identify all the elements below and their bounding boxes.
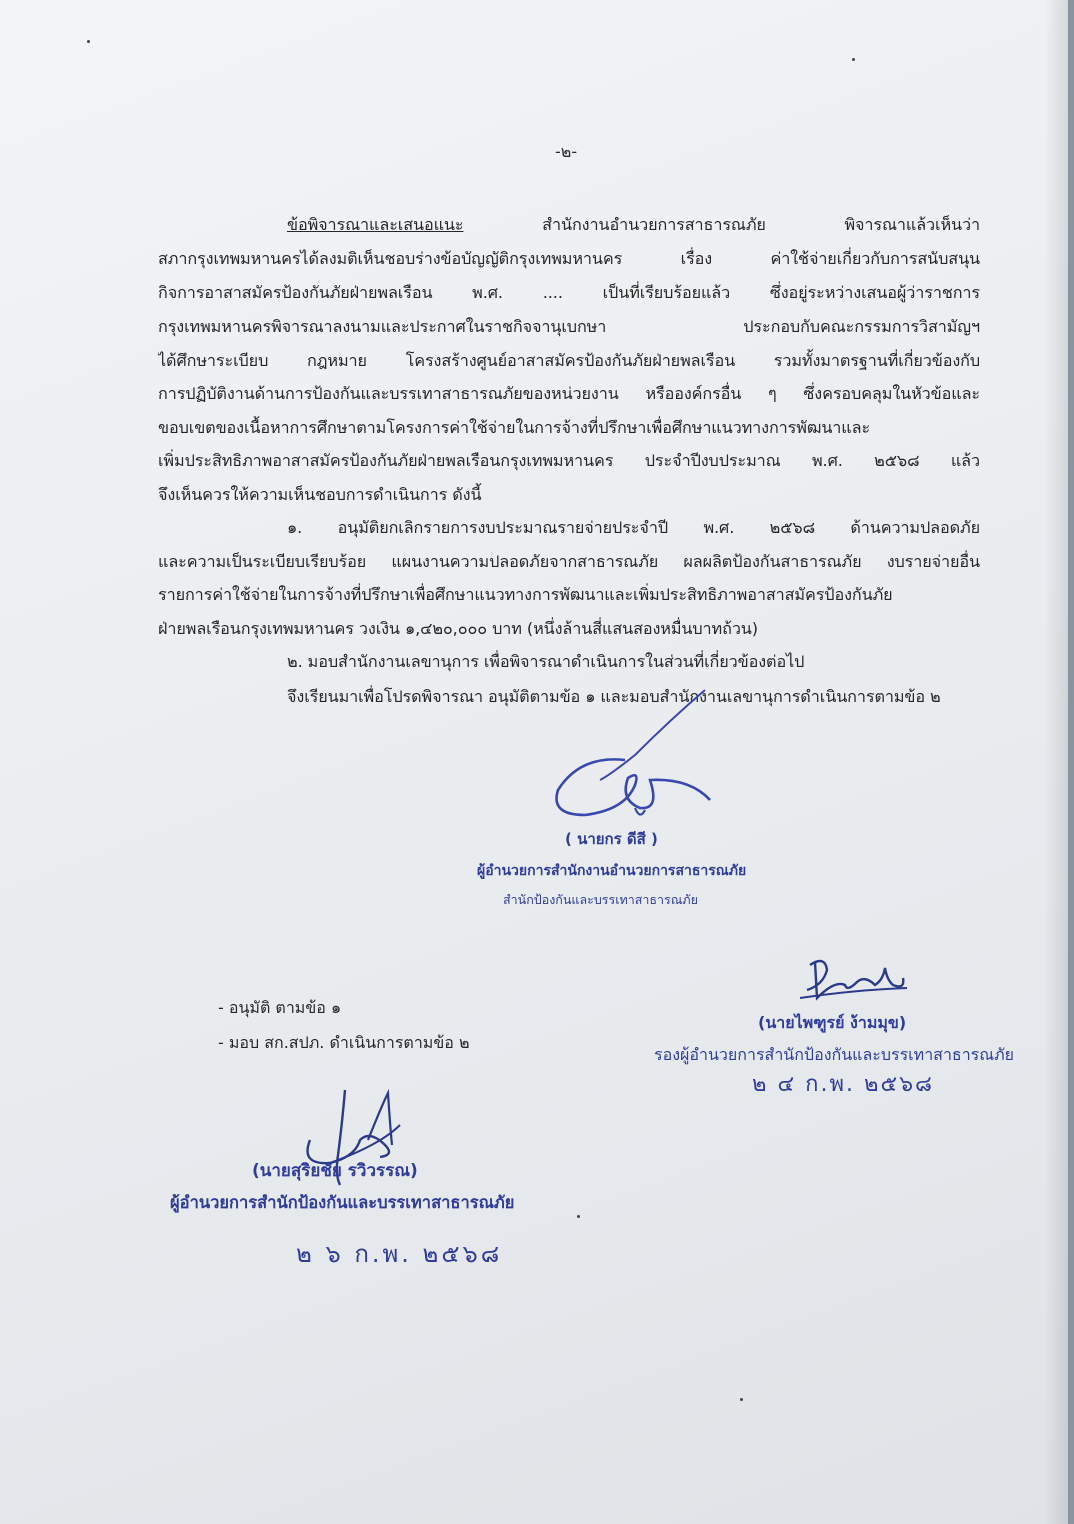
- item-1-line-2: และความเป็นระเบียบเรียบร้อย แผนงานความปลอดภัยจากสาธารณภัย ผลผลิตป้องกันสาธารณภัย งบรายจ่ายอื่น: [158, 552, 980, 571]
- signer-2-name: (นายไพฑูรย์ ง้ามมุข): [758, 1013, 907, 1032]
- page-edge: [1068, 0, 1074, 1524]
- paragraph-1-line-5: ได้ศึกษาระเบียบ กฎหมาย โครงสร้างศูนย์อาสาสมัครป้องกันภัยฝ่ายพลเรือน รวมทั้งมาตรฐานที่เกี่ยวข้องกับ: [158, 351, 980, 370]
- paragraph-1-line-3: กิจการอาสาสมัครป้องกันภัยฝ่ายพลเรือน พ.ศ. .... เป็นที่เรียบร้อยแล้ว ซึ่งอยู่ระหว่างเสนอผู้ว่าราชการ: [158, 283, 980, 302]
- speck-mark: [852, 58, 855, 61]
- signer-3-date: ๒ ๖ ก.พ. ๒๕๖๘: [296, 1240, 503, 1268]
- item-1-line-4: ฝ่ายพลเรือนกรุงเทพมหานคร วงเงิน ๑,๔๒๐,๐๐๐ บาท (หนึ่งล้านสี่แสนสองหมื่นบาทถ้วน): [158, 619, 758, 638]
- page-number: -๒-: [555, 142, 578, 161]
- signature-2: [795, 950, 935, 1010]
- paragraph-1-line-9: จึงเห็นควรให้ความเห็นชอบการดำเนินการ ดังนี้: [158, 485, 482, 504]
- paragraph-1-line-2: สภากรุงเทพมหานครได้ลงมติเห็นชอบร่างข้อบัญญัติกรุงเทพมหานคร เรื่อง ค่าใช้จ่ายเกี่ยวกับการสนับสนุน: [158, 249, 980, 268]
- signer-1-department: สำนักป้องกันและบรรเทาสาธารณภัย: [503, 892, 698, 907]
- signer-2-title: รองผู้อำนวยการสำนักป้องกันและบรรเทาสาธารณภัย: [654, 1045, 1015, 1064]
- closing-sentence: จึงเรียนมาเพื่อโปรดพิจารณา อนุมัติตามข้อ ๑ และมอบสำนักงานเลขานุการดำเนินการตามข้อ ๒: [287, 687, 941, 706]
- signer-3-name: (นายสุริยชัย รวิวรรณ): [252, 1161, 418, 1181]
- paragraph-text: สำนักงานอำนวยการสาธารณภัย พิจารณาแล้วเห็นว่า: [463, 215, 980, 234]
- item-1-line-3: รายการค่าใช้จ่ายในการจ้างที่ปรึกษาเพื่อศึกษาแนวทางการพัฒนาและเพิ่มประสิทธิภาพอาสาสมัครป้องกันภัย: [158, 585, 893, 604]
- signer-1-name: ( นายกร ดีสี ): [565, 830, 658, 848]
- speck-mark: [577, 1215, 580, 1218]
- signer-1-title: ผู้อำนวยการสำนักงานอำนวยการสาธารณภัย: [477, 863, 747, 879]
- item-2: ๒. มอบสำนักงานเลขานุการ เพื่อพิจารณาดำเนินการในส่วนที่เกี่ยวข้องต่อไป: [287, 652, 805, 671]
- section-heading: ข้อพิจารณาและเสนอแนะ: [287, 215, 464, 234]
- item-1-line-1: ๑. อนุมัติยกเลิกรายการงบประมาณรายจ่ายประจำปี พ.ศ. ๒๕๖๘ ด้านความปลอดภัย: [287, 518, 980, 537]
- paragraph-1-line-1: [287, 212, 980, 238]
- speck-mark: [740, 1398, 743, 1401]
- paragraph-1-line-4: กรุงเทพมหานครพิจารณาลงนามและประกาศในราชกิจจานุเบกษา ประกอบกับคณะกรรมการวิสามัญฯ: [158, 317, 980, 336]
- paragraph-1-line-8: เพิ่มประสิทธิภาพอาสาสมัครป้องกันภัยฝ่ายพลเรือนกรุงเทพมหานคร ประจำปีงบประมาณ พ.ศ. ๒๕๖๘ แล้ว: [158, 451, 980, 470]
- paragraph-1-line-7: ขอบเขตของเนื้อหาการศึกษาตามโครงการค่าใช้จ่ายในการจ้างที่ปรึกษาเพื่อศึกษาแนวทางการพัฒนาและ: [158, 418, 871, 437]
- order-2: - มอบ สก.สปภ. ดำเนินการตามข้อ ๒: [218, 1033, 470, 1052]
- signature-1: [540, 660, 800, 840]
- order-1: - อนุมัติ ตามข้อ ๑: [218, 998, 342, 1017]
- signer-2-date: ๒ ๔ ก.พ. ๒๕๖๘: [752, 1072, 935, 1097]
- signer-3-title: ผู้อำนวยการสำนักป้องกันและบรรเทาสาธารณภัย: [170, 1193, 515, 1212]
- paragraph-1-line-6: การปฏิบัติงานด้านการป้องกันและบรรเทาสาธารณภัยของหน่วยงาน หรือองค์กรอื่น ๆ ซึ่งครอบคลุมในหัวข้อและ: [158, 384, 980, 403]
- speck-mark: [87, 40, 90, 43]
